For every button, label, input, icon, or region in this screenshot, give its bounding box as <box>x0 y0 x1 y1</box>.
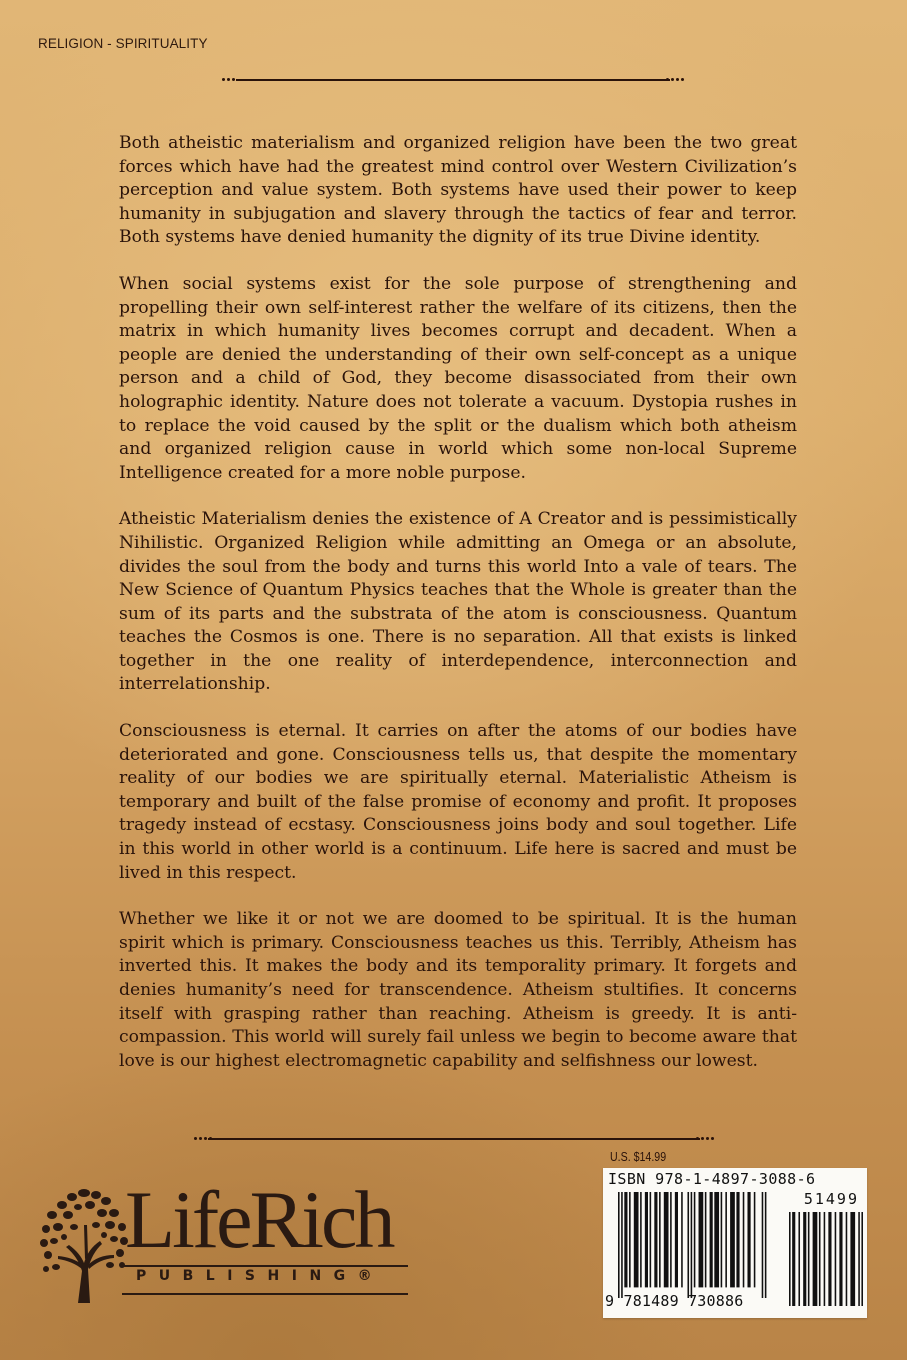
publisher-name: LifeRich <box>125 1174 393 1265</box>
category-label: RELIGION - SPIRITUALITY <box>38 36 208 51</box>
back-cover-blurb <box>119 132 797 1096</box>
isbn-barcode <box>603 1168 867 1318</box>
publisher-logo <box>38 1174 418 1305</box>
addon-barcode-bars-icon <box>789 1212 863 1306</box>
bottom-ornament-divider <box>194 1134 714 1144</box>
logo-rule <box>122 1293 408 1295</box>
blurb-paragraph: Whether we like it or not we are doomed to be spiritual. It is the human spirit which is primary. Consciousness teaches us this. Terribly, Atheism has inverted this. It makes the body and its temporality primary. It forgets and denies humanity’s need for transcendence. Atheism stultifies. It concerns itself with grasping rather than reaching. Atheism is greedy. It is anti-compassion. This world will surely fail unless we begin to become aware that love is our highest electromagnetic capability and selfishness our lowest. <box>119 909 797 1071</box>
blurb-paragraph: Atheistic Materialism denies the existence of A Creator and is pessimistically Nihilistic. Organized Religion while admitting an Omega or an absolute, divides the soul from the body and turns this world Into a vale of tears. The New Science of Quantum Physics teaches that the Whole is greater than the sum of its parts and the substrata of the atom is consciousness. Quantum teaches the Cosmos is one. There is no separation. All that exists is linked together in the one reality of interdependence, interconnection and interrelationship. <box>119 509 797 695</box>
isbn-number: ISBN 978-1-4897-3088-6 <box>608 1170 816 1188</box>
publisher-subtitle: PUBLISHING® <box>136 1268 385 1284</box>
barcode-bars-icon <box>618 1192 768 1298</box>
barcode-addon-digits: 51499 <box>803 1190 859 1208</box>
logo-rule <box>122 1265 408 1267</box>
top-ornament-divider <box>222 75 684 85</box>
ean-digits: 9 781489 730886 <box>605 1292 744 1310</box>
price-label: U.S. $14.99 <box>610 1150 667 1164</box>
tree-icon <box>38 1185 130 1303</box>
blurb-paragraph: When social systems exist for the sole purpose of strengthening and propelling their own self-interest rather the welfare of its citizens, then the matrix in which humanity lives becomes corrupt and decadent. When a people are denied the understanding of their own self-concept as a unique person and a child of God, they become disassociated from their own holographic identity. Nature does not tolerate a vacuum. Dystopia rushes in to replace the void caused by the split or the dualism which both atheism and organized religion cause in world which some non-local Supreme Intelligence created for a more noble purpose. <box>119 273 797 483</box>
blurb-paragraph: Consciousness is eternal. It carries on after the atoms of our bodies have deteriorated and gone. Consciousness tells us, that despite the momentary reality of our bodies we are spiritually eternal. Materialistic Atheism is temporary and built of the false promise of economy and profit. It proposes tragedy instead of ecstasy. Consciousness joins body and soul together. Life in this world in other world is a continuum. Life here is sacred and must be lived in this respect. <box>119 721 797 883</box>
blurb-paragraph: Both atheistic materialism and organized religion have been the two great forces which have had the greatest mind control over Western Civilization’s perception and value system. Both systems have used their power to keep humanity in subjugation and slavery through the tactics of fear and terror. Both systems have denied humanity the dignity of its true Divine identity. <box>119 133 797 248</box>
